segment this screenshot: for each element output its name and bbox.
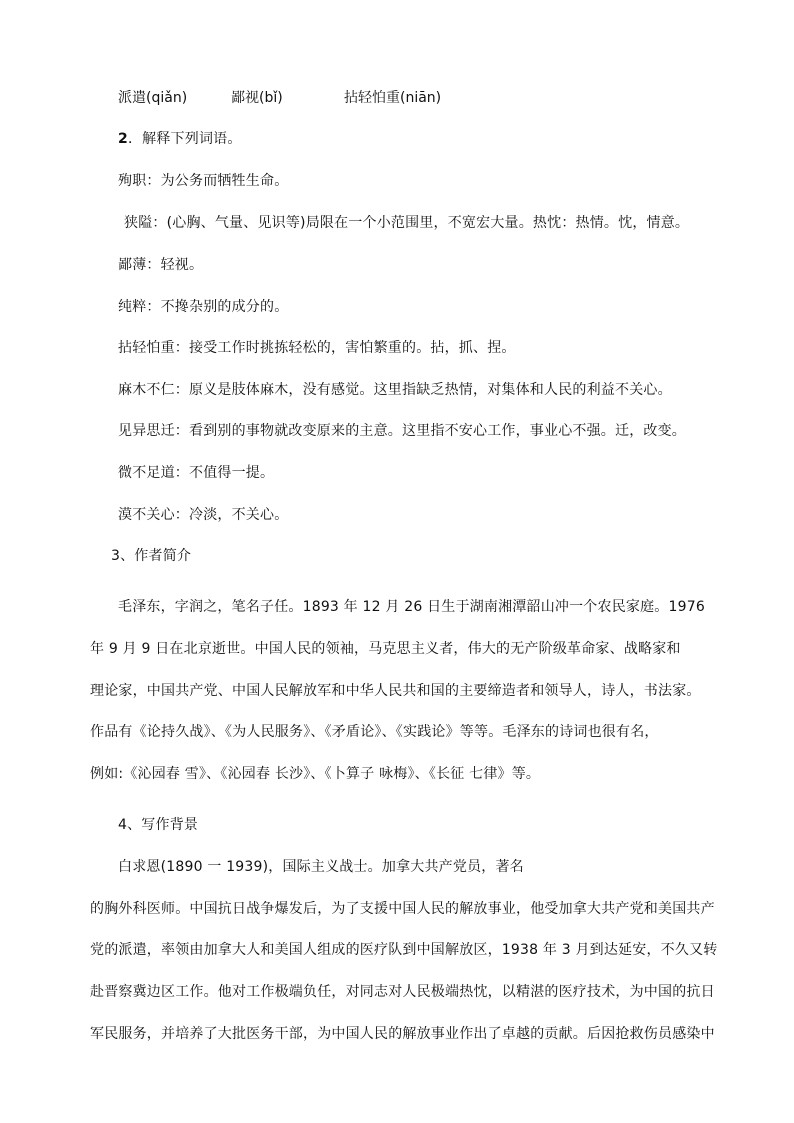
pinyin-item: 派遣(qiǎn) bbox=[118, 90, 188, 106]
definition-item: 麻木不仁：原义是肢体麻木，没有感觉。这里指缺乏热情，对集体和人民的利益不关心。 bbox=[118, 382, 672, 398]
definition-item: 微不足道：不值得一提。 bbox=[118, 465, 275, 481]
definition-item: 殉职：为公务而牺牲生命。 bbox=[118, 173, 289, 189]
paragraph-line: 军民服务，并培养了大批医务干部，为中国人民的解放事业作出了卓越的贡献。后因抢救伤员感染中 bbox=[90, 1026, 715, 1042]
paragraph-line: 理论家，中国共产党、中国人民解放军和中华人民共和国的主要缔造者和领导人，诗人，书法家。 bbox=[90, 683, 701, 699]
definition-item: 见异思迁：看到别的事物就改变原来的主意。这里指不安心工作，事业心不强。迁，改变。 bbox=[118, 423, 686, 439]
pinyin-item: 鄙视(bǐ) bbox=[231, 90, 283, 106]
paragraph-line: 的胸外科医师。中国抗日战争爆发后，为了支援中国人民的解放事业，他受加拿大共产党和美国共产 bbox=[90, 901, 715, 917]
definition-item: 鄙薄：轻视。 bbox=[118, 257, 204, 273]
definition-item: 漠不关心：冷淡，不关心。 bbox=[118, 507, 289, 523]
paragraph-line: 毛泽东，字润之，笔名子任。1893 年 12 月 26 日生于湖南湘潭韶山冲一个农民家庭。1976 bbox=[118, 599, 705, 615]
definition-item: 纯粹：不搀杂别的成分的。 bbox=[118, 299, 289, 315]
paragraph-line: 党的派遣，率领由加拿大人和美国人组成的医疗队到中国解放区，1938 年 3 月到达延安，不久又转 bbox=[90, 942, 718, 958]
definition-item: 狭隘：(心胸、气量、见识等)局限在一个小范围里，不宽宏大量。热忱：热情。忱，情意。 bbox=[124, 215, 690, 231]
pinyin-item: 拈轻怕重(niān) bbox=[344, 90, 442, 106]
section-4-heading: 4、写作背景 bbox=[118, 817, 199, 833]
paragraph-line: 例如:《沁园春 雪》、《沁园春 长沙》、《卜算子 咏梅》、《长征 七律》等。 bbox=[90, 766, 541, 782]
section-3-heading: 3、作者简介 bbox=[111, 548, 192, 564]
section-2-heading bbox=[118, 129, 242, 149]
paragraph-line: 白求恩(1890 一 1939)，国际主义战士。加拿大共产党员，著名 bbox=[118, 859, 524, 875]
section-number: 2 bbox=[118, 131, 128, 147]
paragraph-line: 年 9 月 9 日在北京逝世。中国人民的领袖，马克思主义者，伟大的无产阶级革命家、战略家和 bbox=[90, 641, 681, 657]
section-title: ．解释下列词语。 bbox=[127, 131, 242, 147]
paragraph-line: 赴晋察冀边区工作。他对工作极端负任，对同志对人民极端热忱，以精湛的医疗技术，为中国的抗日 bbox=[90, 984, 715, 1000]
paragraph-line: 作品有《论持久战》、《为人民服务》、《矛盾论》、《实践论》等等。毛泽东的诗词也很有名， bbox=[90, 724, 659, 740]
definition-item: 拈轻怕重：接受工作时挑拣轻松的，害怕繁重的。拈，抓、捏。 bbox=[118, 340, 516, 356]
